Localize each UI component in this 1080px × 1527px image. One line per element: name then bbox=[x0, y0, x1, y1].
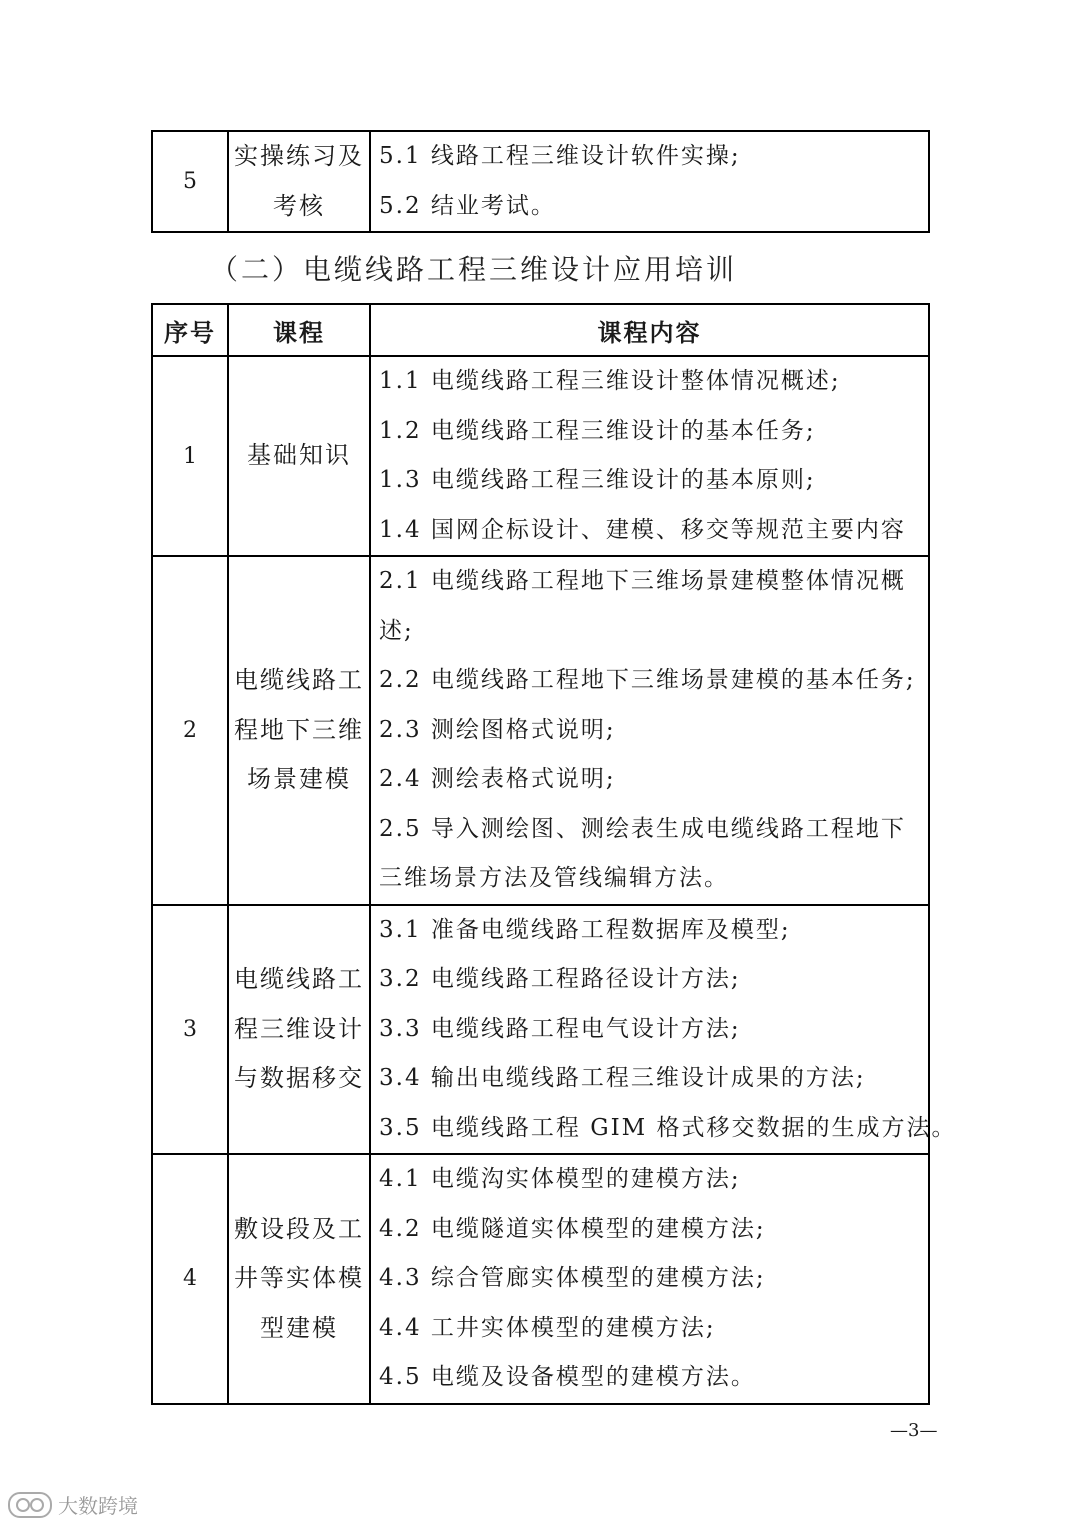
content-line: 1.2 电缆线路工程三维设计的基本任务; bbox=[379, 417, 816, 444]
course-name-line: 实操练习及 bbox=[234, 142, 364, 170]
content-line: 2.5 导入测绘图、测绘表生成电缆线路工程地下三维场景方法及管线编辑方法。 bbox=[379, 815, 906, 891]
content-line: 4.4 工井实体模型的建模方法; bbox=[379, 1314, 716, 1341]
course-name-line: 程三维设计 bbox=[234, 1014, 364, 1043]
course-name-line: 敷设段及工 bbox=[234, 1214, 364, 1243]
table-row bbox=[152, 1154, 929, 1404]
content-line: 4.2 电缆隧道实体模型的建模方法; bbox=[379, 1215, 766, 1242]
header-course: 课程 bbox=[228, 304, 370, 356]
top-table bbox=[151, 130, 930, 233]
content-line: 4.1 电缆沟实体模型的建模方法; bbox=[379, 1166, 741, 1192]
content-line: 1.3 电缆线路工程三维设计的基本原则; bbox=[379, 467, 816, 493]
section-title: （二）电缆线路工程三维设计应用培训 bbox=[210, 253, 738, 286]
course-name-line: 基础知识 bbox=[247, 441, 351, 470]
content-line: 2.2 电缆线路工程地下三维场景建模的基本任务; bbox=[379, 667, 916, 693]
course-name bbox=[228, 556, 370, 905]
table-row bbox=[152, 356, 929, 556]
course-name bbox=[228, 1154, 370, 1404]
table-header-row bbox=[152, 304, 929, 356]
course-name-line: 型建模 bbox=[260, 1313, 338, 1342]
content-line: 3.3 电缆线路工程电气设计方法; bbox=[379, 1015, 741, 1042]
course-name-line: 电缆线路工 bbox=[234, 666, 364, 694]
course-name bbox=[228, 356, 370, 556]
course-content bbox=[370, 556, 929, 905]
content-line: 2.4 测绘表格式说明; bbox=[379, 766, 616, 792]
header-content: 课程内容 bbox=[370, 304, 929, 356]
course-name bbox=[228, 905, 370, 1155]
content-line: 3.4 输出电缆线路工程三维设计成果的方法; bbox=[379, 1065, 866, 1091]
course-table bbox=[151, 303, 957, 1405]
course-content bbox=[370, 1154, 929, 1404]
course-name-line: 与数据移交 bbox=[234, 1064, 364, 1092]
table-row bbox=[152, 131, 929, 232]
course-name-line: 井等实体模 bbox=[234, 1264, 364, 1292]
content-line: 3.2 电缆线路工程路径设计方法; bbox=[379, 966, 741, 992]
course-content bbox=[370, 905, 957, 1155]
content-line: 5.1 线路工程三维设计软件实操; bbox=[379, 143, 741, 169]
watermark-text: 大数跨境 bbox=[58, 1494, 138, 1518]
course-name-line: 电缆线路工 bbox=[234, 965, 364, 993]
row-number: 4 bbox=[152, 1154, 228, 1404]
course-name-line: 考核 bbox=[273, 191, 325, 220]
content-line: 1.1 电缆线路工程三维设计整体情况概述; bbox=[379, 368, 841, 394]
content-line: 5.2 结业考试。 bbox=[379, 192, 556, 219]
table-row bbox=[152, 556, 929, 905]
content-line: 3.5 电缆线路工程 GIM 格式移交数据的生成方法。 bbox=[379, 1114, 957, 1141]
content-line: 2.1 电缆线路工程地下三维场景建模整体情况概述; bbox=[379, 568, 906, 644]
course-name-line: 程地下三维 bbox=[234, 715, 364, 744]
course-name bbox=[228, 131, 370, 232]
watermark-logo-icon bbox=[8, 1492, 52, 1518]
content-line: 1.4 国网企标设计、建模、移交等规范主要内容 bbox=[379, 516, 906, 543]
course-content bbox=[370, 356, 929, 556]
content-line: 4.3 综合管廊实体模型的建模方法; bbox=[379, 1265, 766, 1291]
header-number: 序号 bbox=[152, 304, 228, 356]
row-number: 1 bbox=[152, 356, 228, 556]
row-number: 2 bbox=[152, 556, 228, 905]
course-name-line: 场景建模 bbox=[247, 765, 351, 793]
watermark bbox=[8, 1490, 138, 1519]
content-line: 2.3 测绘图格式说明; bbox=[379, 716, 616, 743]
page-number: —3— bbox=[890, 1420, 938, 1441]
course-content bbox=[370, 131, 929, 232]
content-line: 3.1 准备电缆线路工程数据库及模型; bbox=[379, 916, 791, 943]
table-row bbox=[152, 905, 929, 1155]
row-number: 3 bbox=[152, 905, 228, 1155]
content-line: 4.5 电缆及设备模型的建模方法。 bbox=[379, 1364, 756, 1390]
row-number: 5 bbox=[152, 131, 228, 232]
